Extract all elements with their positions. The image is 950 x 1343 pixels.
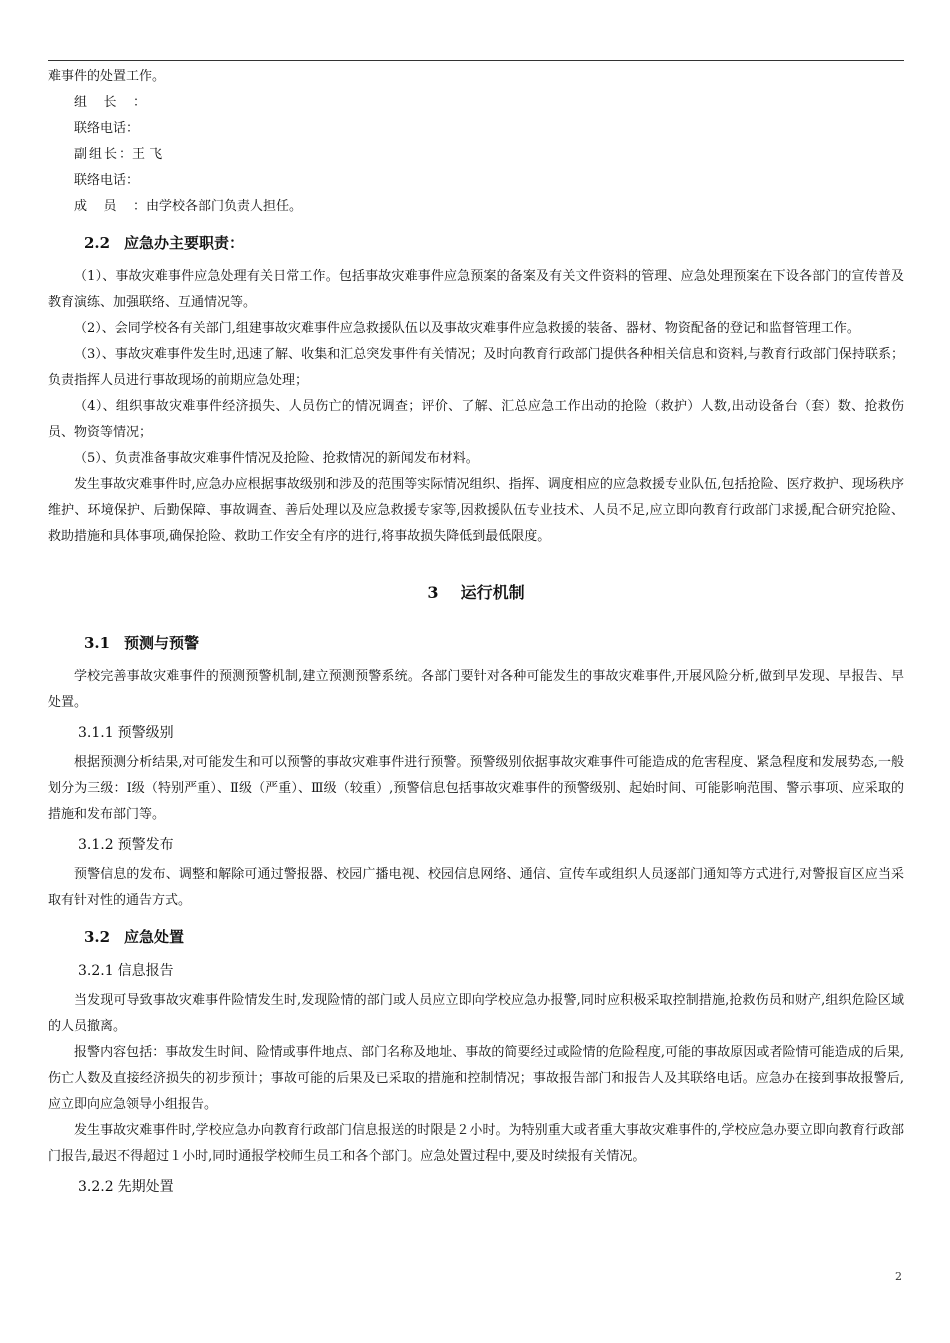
section-3-2-title: 应急处置: [124, 928, 185, 946]
report-para-3: 发生事故灾难事件时,学校应急办向教育行政部门信息报送的时限是２小时。为特别重大或者重大事故灾难事件的,学校应急办要立即向教育行政部门报告,最迟不得超过１小时,同时通报学校师生员工和各个部门。应急处置过程中,要及时续报有关情况。: [48, 1123, 904, 1164]
report-para-2: 报警内容包括：事故发生时间、险情或事件地点、部门名称及地址、事故的简要经过或险情的危险程度,可能的事故原因或者险情可能造成的后果,伤亡人数及直接经济损失的初步预计；事故可能的后果及已采取的措施和控制情况；事故报告部门和报告人及其联络电话。应急办在接到事故报警后,应立即向应急领导小组报告。: [48, 1045, 904, 1112]
section-3-1-1-number: 3.1.1: [78, 725, 114, 741]
section-3-2-1-number: 3.2.1: [78, 963, 114, 979]
section-2-2-number: 2.2: [84, 234, 111, 252]
phone-row-2: [48, 168, 904, 194]
top-fragment: 难事件的处置工作。: [48, 69, 166, 84]
section-3-1-2-title: 预警发布: [117, 837, 174, 853]
duty-item-4: （4）、组织事故灾难事件经济损失、人员伤亡的情况调查；评价、了解、汇总应急工作出动的抢险（救护）人数,出动设备台（套）数、抢救伤员、物资等情况；: [48, 399, 904, 440]
section-3-1-1-title: 预警级别: [117, 725, 174, 741]
section-3-2-heading: [48, 924, 904, 950]
duty-item-5: （5）、负责准备事故灾难事件情况及抢险、抢救情况的新闻发布材料。: [74, 451, 479, 466]
section-3-1-2-heading: [48, 832, 904, 858]
section-2-2-heading: [48, 230, 904, 256]
phone-row-1: [48, 116, 904, 142]
section-3-1-1-heading: [48, 720, 904, 746]
section-3-2-1-title: 信息报告: [117, 963, 174, 979]
section-3-title: 运行机制: [460, 583, 525, 602]
member-value: 由学校各部门负责人担任。: [146, 199, 303, 214]
duty-item-2: （2）、会同学校各有关部门,组建事故灾难事件应急救援队伍以及事故灾难事件应急救援的装备、器材、物资配备的登记和监督管理工作。: [74, 321, 860, 336]
section-3-2-1-heading: [48, 958, 904, 984]
section-3-1-heading: [48, 630, 904, 656]
leader-row: [48, 90, 904, 116]
section-3-2-2-title: 先期处置: [117, 1179, 174, 1195]
section-3-1-number: 3.1: [84, 634, 111, 652]
deputy-row: [48, 142, 904, 168]
phone-label-2: 联络电话：: [74, 173, 140, 188]
section-3-1-title: 预测与预警: [124, 634, 200, 652]
phone-label-1: 联络电话：: [74, 121, 140, 136]
report-para-1: 当发现可导致事故灾难事件险情发生时,发现险情的部门或人员应立即向学校应急办报警,同时应积极采取控制措施,抢救伤员和财产,组织危险区域的人员撤离。: [48, 993, 904, 1034]
section-2-2-title: 应急办主要职责：: [124, 234, 245, 252]
leader-label: 组长：: [74, 95, 146, 110]
deputy-value: 王 飞: [132, 147, 163, 162]
member-label: 成员：: [74, 199, 146, 214]
section-3-1-2-number: 3.1.2: [78, 837, 114, 853]
duty-item-3: （3）、事故灾难事件发生时,迅速了解、收集和汇总突发事件有关情况；及时向教育行政部门提供各种相关信息和资料,与教育行政部门保持联系；负责指挥人员进行事故现场的前期应急处理；: [48, 347, 904, 388]
section-3-1-intro: 学校完善事故灾难事件的预测预警机制,建立预测预警系统。各部门要针对各种可能发生的事故灾难事件,开展风险分析,做到早发现、早报告、早处置。: [48, 669, 904, 710]
duty-closing: 发生事故灾难事件时,应急办应根据事故级别和涉及的范围等实际情况组织、指挥、调度相应的应急救援专业队伍,包括抢险、医疗救护、现场秩序维护、环境保护、后勤保障、事故调查、善后处理以及应急救援专家等,因救援队伍专业技术、人员不足,应立即向教育行政部门求援,配合研究抢险、救助措施和具体事项,确保抢险、救助工作安全有序的进行,将事故损失降低到最低限度。: [48, 477, 904, 544]
deputy-label: 副组长：: [74, 147, 132, 162]
page-number: 2: [895, 1270, 902, 1283]
section-3-2-2-number: 3.2.2: [78, 1179, 114, 1195]
section-3-2-number: 3.2: [84, 928, 111, 946]
page-content: [48, 64, 904, 1204]
section-3-2-2-heading: [48, 1174, 904, 1200]
section-3-1-2-text: 预警信息的发布、调整和解除可通过警报器、校园广播电视、校园信息网络、通信、宣传车或组织人员逐部门通知等方式进行,对警报盲区应当采取有针对性的通告方式。: [48, 867, 904, 908]
member-row: [48, 194, 904, 220]
section-3-heading: [48, 580, 904, 606]
duty-item-1: （1）、事故灾难事件应急处理有关日常工作。包括事故灾难事件应急预案的备案及有关文件资料的管理、应急处理预案在下设各部门的宣传普及教育演练、加强联络、互通情况等。: [48, 269, 904, 310]
section-3-1-1-text: 根据预测分析结果,对可能发生和可以预警的事故灾难事件进行预警。预警级别依据事故灾难事件可能造成的危害程度、紧急程度和发展势态,一般划分为三级：Ⅰ级（特别严重）、Ⅱ级（严重）、Ⅲ级（较重）,预警信息包括事故灾难事件的预警级别、起始时间、可能影响范围、警示事项、应采取的措施和发布部门等。: [48, 755, 904, 822]
section-3-number: 3: [427, 583, 439, 602]
header-rule: [48, 60, 904, 61]
